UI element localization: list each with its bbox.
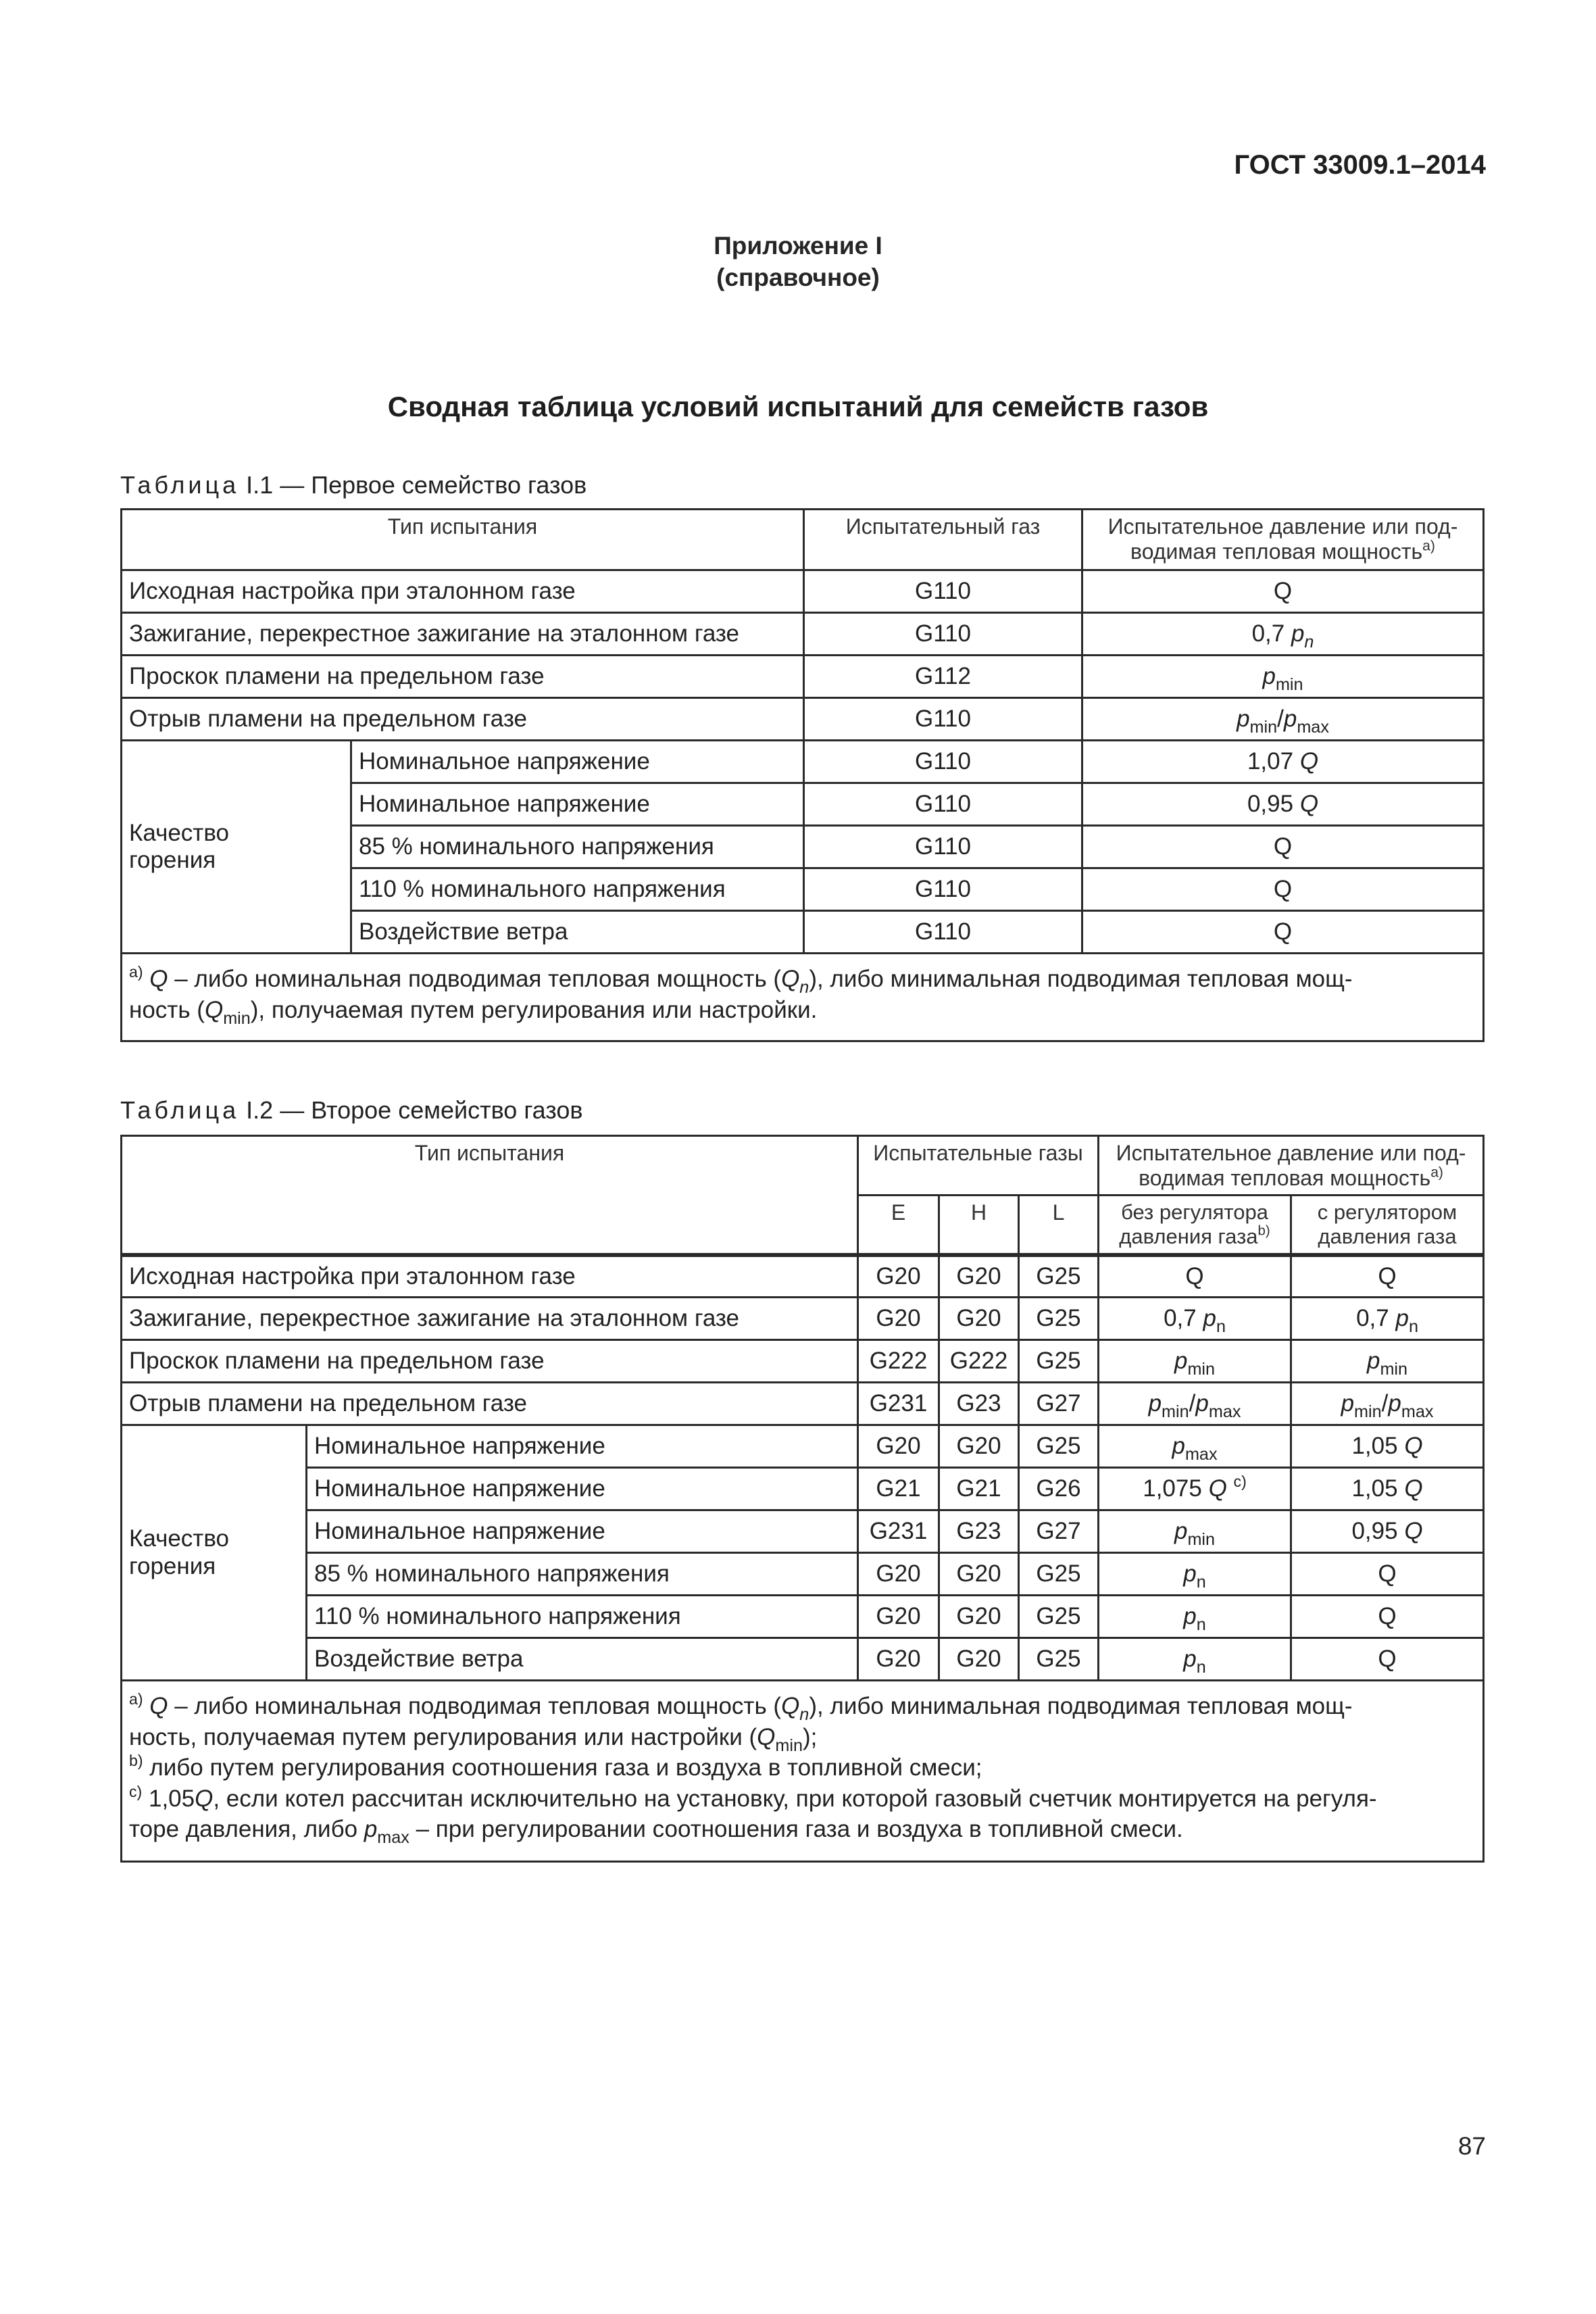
table-row xyxy=(122,1510,1484,1553)
table2 xyxy=(120,1135,1485,1863)
footnote-a-cont: ность, получаемая путем регулирования или настройки $(Q_{min})$; xyxy=(129,1723,818,1755)
pressure-cell: Q xyxy=(1082,911,1484,954)
table-row xyxy=(122,1340,1484,1383)
pressure-cell: Q xyxy=(1082,570,1484,613)
row-label: Отрыв пламени на предельном газе xyxy=(122,1383,858,1425)
pressure-no-reg-cell: $p_{max}$ xyxy=(1099,1425,1291,1468)
pressure-no-reg-cell: $p_{min}$ xyxy=(1099,1340,1291,1383)
pressure-with-reg-cell: 0,95 Q xyxy=(1291,1510,1484,1553)
row-label: Воздействие ветра xyxy=(307,1638,858,1681)
row-label: 85 % номинального напряжения xyxy=(351,826,804,868)
row-label: Проскок пламени на предельном газе xyxy=(122,1340,858,1383)
pressure-no-reg-cell: $p_n$ xyxy=(1099,1553,1291,1596)
gas-h-cell: G20 xyxy=(939,1298,1019,1340)
section-heading: Сводная таблица условий испытаний для семейств газов xyxy=(387,391,1209,422)
gas-cell: G110 xyxy=(804,868,1082,911)
footnote-c: $^{c)}$ 1,05Q, если котел рассчитан исключительно на установку, при которой газовый счетчик монтируется на регуля- xyxy=(129,1782,1377,1812)
table2-caption-prefix: Таблица xyxy=(120,1096,240,1124)
gas-l-cell: G25 xyxy=(1019,1638,1099,1681)
gas-l-cell: G26 xyxy=(1019,1468,1099,1510)
pressure-with-reg-cell: 1,05 Q xyxy=(1291,1468,1484,1510)
row-label: Номинальное напряжение xyxy=(351,741,804,783)
table-row xyxy=(122,698,1484,741)
gas-cell: G112 xyxy=(804,656,1082,698)
gas-cell: G110 xyxy=(804,570,1082,613)
row-label: Номинальное напряжение xyxy=(307,1468,858,1510)
gas-e-cell: G20 xyxy=(858,1255,939,1298)
gas-l-cell: G25 xyxy=(1019,1553,1099,1596)
gas-l-cell: G25 xyxy=(1019,1255,1099,1298)
row-label: Исходная настройка при эталонном газе xyxy=(122,1255,858,1298)
table1-header-pressure xyxy=(1082,510,1484,570)
pressure-with-reg-cell: Q xyxy=(1291,1638,1484,1681)
table2-footnotes xyxy=(122,1681,1484,1862)
pressure-no-reg-cell: 0,7 $p_n$ xyxy=(1099,1298,1291,1340)
table-row xyxy=(122,1298,1484,1340)
table-row xyxy=(122,656,1484,698)
table1-header-pressure-line1: Испытательное давление или под- xyxy=(1107,514,1458,539)
gas-h-cell: G222 xyxy=(939,1340,1019,1383)
gas-cell: G110 xyxy=(804,741,1082,783)
footnote-b: $^{b)}$ либо путем регулирования соотношения газа и воздуха в топливной смеси; xyxy=(129,1752,982,1781)
row-label: 110 % номинального напряжения xyxy=(351,868,804,911)
footnote-a: $^{а)}$ Q – либо номинальная подводимая тепловая мощность $(Q_n)$, либо минимальная подводимая тепловая мощ- xyxy=(129,1690,1353,1724)
gas-e-cell: G20 xyxy=(858,1298,939,1340)
pressure-with-reg-cell: $p_{min}$ xyxy=(1291,1340,1484,1383)
pressure-cell: 0,7 $p_n$ xyxy=(1082,613,1484,656)
pressure-cell: 0,95 Q xyxy=(1082,783,1484,826)
table-row xyxy=(122,1425,1484,1468)
table1-caption-text: I.1 — Первое семейство газов xyxy=(246,471,587,499)
table2-footnote-row xyxy=(122,1681,1484,1862)
gas-h-cell: G20 xyxy=(939,1638,1019,1681)
table1-footnote-row xyxy=(122,954,1484,1041)
gas-h-cell: G23 xyxy=(939,1510,1019,1553)
footnote-c-cont: торе давления, либо $p_{max}$ – при регулировании соотношения газа и воздуха в топливной смеси. xyxy=(129,1816,1183,1847)
row-label: 85 % номинального напряжения xyxy=(307,1553,858,1596)
row-label: Исходная настройка при эталонном газе xyxy=(122,570,804,613)
pressure-with-reg-cell: 1,05 Q xyxy=(1291,1425,1484,1468)
pressure-cell: Q xyxy=(1082,868,1484,911)
annex-status: (справочное) xyxy=(716,264,880,291)
gas-cell: G110 xyxy=(804,911,1082,954)
row-label: Отрыв пламени на предельном газе xyxy=(122,698,804,741)
table1 xyxy=(120,508,1485,1042)
gas-cell: G110 xyxy=(804,613,1082,656)
gas-h-cell: G20 xyxy=(939,1425,1019,1468)
gas-cell: G110 xyxy=(804,783,1082,826)
footnote-ref-a: а) xyxy=(1430,1164,1443,1181)
pressure-no-reg-cell: $p_{min}/p_{max}$ xyxy=(1099,1383,1291,1425)
gas-e-cell: G20 xyxy=(858,1638,939,1681)
row-label: Зажигание, перекрестное зажигание на эталонном газе xyxy=(122,1298,858,1340)
gas-h-cell: G20 xyxy=(939,1596,1019,1638)
pressure-no-reg-cell: $p_n$ xyxy=(1099,1596,1291,1638)
row-label: Проскок пламени на предельном газе xyxy=(122,656,804,698)
table-row xyxy=(122,1638,1484,1681)
gas-cell: G110 xyxy=(804,826,1082,868)
annex-title: Приложение I xyxy=(714,232,882,260)
row-label: Зажигание, перекрестное зажигание на эталонном газе xyxy=(122,613,804,656)
pressure-no-reg-cell: $p_{min}$ xyxy=(1099,1510,1291,1553)
gas-e-cell: G21 xyxy=(858,1468,939,1510)
group-label: Качество горения xyxy=(122,1425,307,1681)
row-label: Номинальное напряжение xyxy=(307,1510,858,1553)
pressure-with-reg-cell: Q xyxy=(1291,1596,1484,1638)
table-row xyxy=(122,1596,1484,1638)
table2-caption-text: I.2 — Второе семейство газов xyxy=(246,1096,583,1124)
gas-l-cell: G27 xyxy=(1019,1510,1099,1553)
table1-header-test-gas: Испытательный газ xyxy=(804,510,1082,570)
row-label: Номинальное напряжение xyxy=(307,1425,858,1468)
gas-e-cell: G231 xyxy=(858,1383,939,1425)
footnote-ref-c: c) xyxy=(1233,1473,1247,1491)
gas-e-cell: G20 xyxy=(858,1553,939,1596)
table2-header-test-gases: Испытательные газы xyxy=(858,1136,1099,1196)
pressure-with-reg-cell: $p_{min}/p_{max}$ xyxy=(1291,1383,1484,1425)
gas-h-cell: G23 xyxy=(939,1383,1019,1425)
footnote-ref-b: b) xyxy=(1257,1223,1270,1239)
gas-e-cell: G222 xyxy=(858,1340,939,1383)
table-row xyxy=(122,1553,1484,1596)
gas-family-l: L xyxy=(1019,1196,1099,1255)
table-row xyxy=(122,741,1484,783)
group-label: Качество горения xyxy=(122,741,351,954)
page-number: 87 xyxy=(1457,2132,1486,2160)
gas-l-cell: G25 xyxy=(1019,1425,1099,1468)
header-with-regulator: с регулятором давления газа xyxy=(1291,1196,1484,1255)
table-row xyxy=(122,1383,1484,1425)
pressure-cell: $p_{min}/p_{max}$ xyxy=(1082,698,1484,741)
table1-header-pressure-line2: водимая тепловая мощность xyxy=(1130,539,1423,564)
gas-e-cell: G20 xyxy=(858,1596,939,1638)
table1-header-test-type: Тип испытания xyxy=(122,510,804,570)
gas-h-cell: G20 xyxy=(939,1553,1019,1596)
table1-caption xyxy=(120,471,587,499)
table2-header-row xyxy=(122,1136,1484,1196)
gas-family-e: E xyxy=(858,1196,939,1255)
row-label: Номинальное напряжение xyxy=(351,783,804,826)
pressure-no-reg-cell: Q xyxy=(1099,1255,1291,1298)
standard-code: ГОСТ 33009.1–2014 xyxy=(1234,150,1486,180)
pressure-cell: 1,07 Q xyxy=(1082,741,1484,783)
table1-caption-prefix: Таблица xyxy=(120,471,240,499)
gas-h-cell: G20 xyxy=(939,1255,1019,1298)
pressure-cell: $p_{min}$ xyxy=(1082,656,1484,698)
pressure-cell: Q xyxy=(1082,826,1484,868)
row-label: 110 % номинального напряжения xyxy=(307,1596,858,1638)
row-label: Воздействие ветра xyxy=(351,911,804,954)
gas-l-cell: G25 xyxy=(1019,1596,1099,1638)
table-row xyxy=(122,1468,1484,1510)
table2-caption xyxy=(120,1096,583,1125)
table1-footnote: $^{а)}$ Q – либо номинальная подводимая тепловая мощность $(Q_n)$, либо минимальная подводимая тепловая мощ- ность $(Q_{min})$, получаемая путем регулирования или настройки. xyxy=(122,954,1484,1041)
gas-l-cell: G27 xyxy=(1019,1383,1099,1425)
gas-cell: G110 xyxy=(804,698,1082,741)
table-row xyxy=(122,570,1484,613)
gas-h-cell: G21 xyxy=(939,1468,1019,1510)
footnote-ref-a: а) xyxy=(1422,538,1435,554)
table2-header-pressure: Испытательное давление или под- водимая тепловая мощность$^{а)}$ xyxy=(1099,1136,1484,1196)
gas-l-cell: G25 xyxy=(1019,1340,1099,1383)
gas-family-h: H xyxy=(939,1196,1019,1255)
table-row xyxy=(122,1255,1484,1298)
pressure-no-reg-cell: $p_n$ xyxy=(1099,1638,1291,1681)
gas-e-cell: G20 xyxy=(858,1425,939,1468)
pressure-with-reg-cell: 0,7 $p_n$ xyxy=(1291,1298,1484,1340)
pressure-with-reg-cell: Q xyxy=(1291,1553,1484,1596)
gas-l-cell: G25 xyxy=(1019,1298,1099,1340)
header-without-regulator: без регулятора давления газа$^{b)}$ xyxy=(1099,1196,1291,1255)
table-row xyxy=(122,613,1484,656)
pressure-no-reg-cell: 1,075 Q $^{c)}$ xyxy=(1099,1468,1291,1510)
gas-e-cell: G231 xyxy=(858,1510,939,1553)
pressure-with-reg-cell: Q xyxy=(1291,1255,1484,1298)
table2-header-test-type: Тип испытания xyxy=(122,1136,858,1255)
table1-header-row xyxy=(122,510,1484,570)
